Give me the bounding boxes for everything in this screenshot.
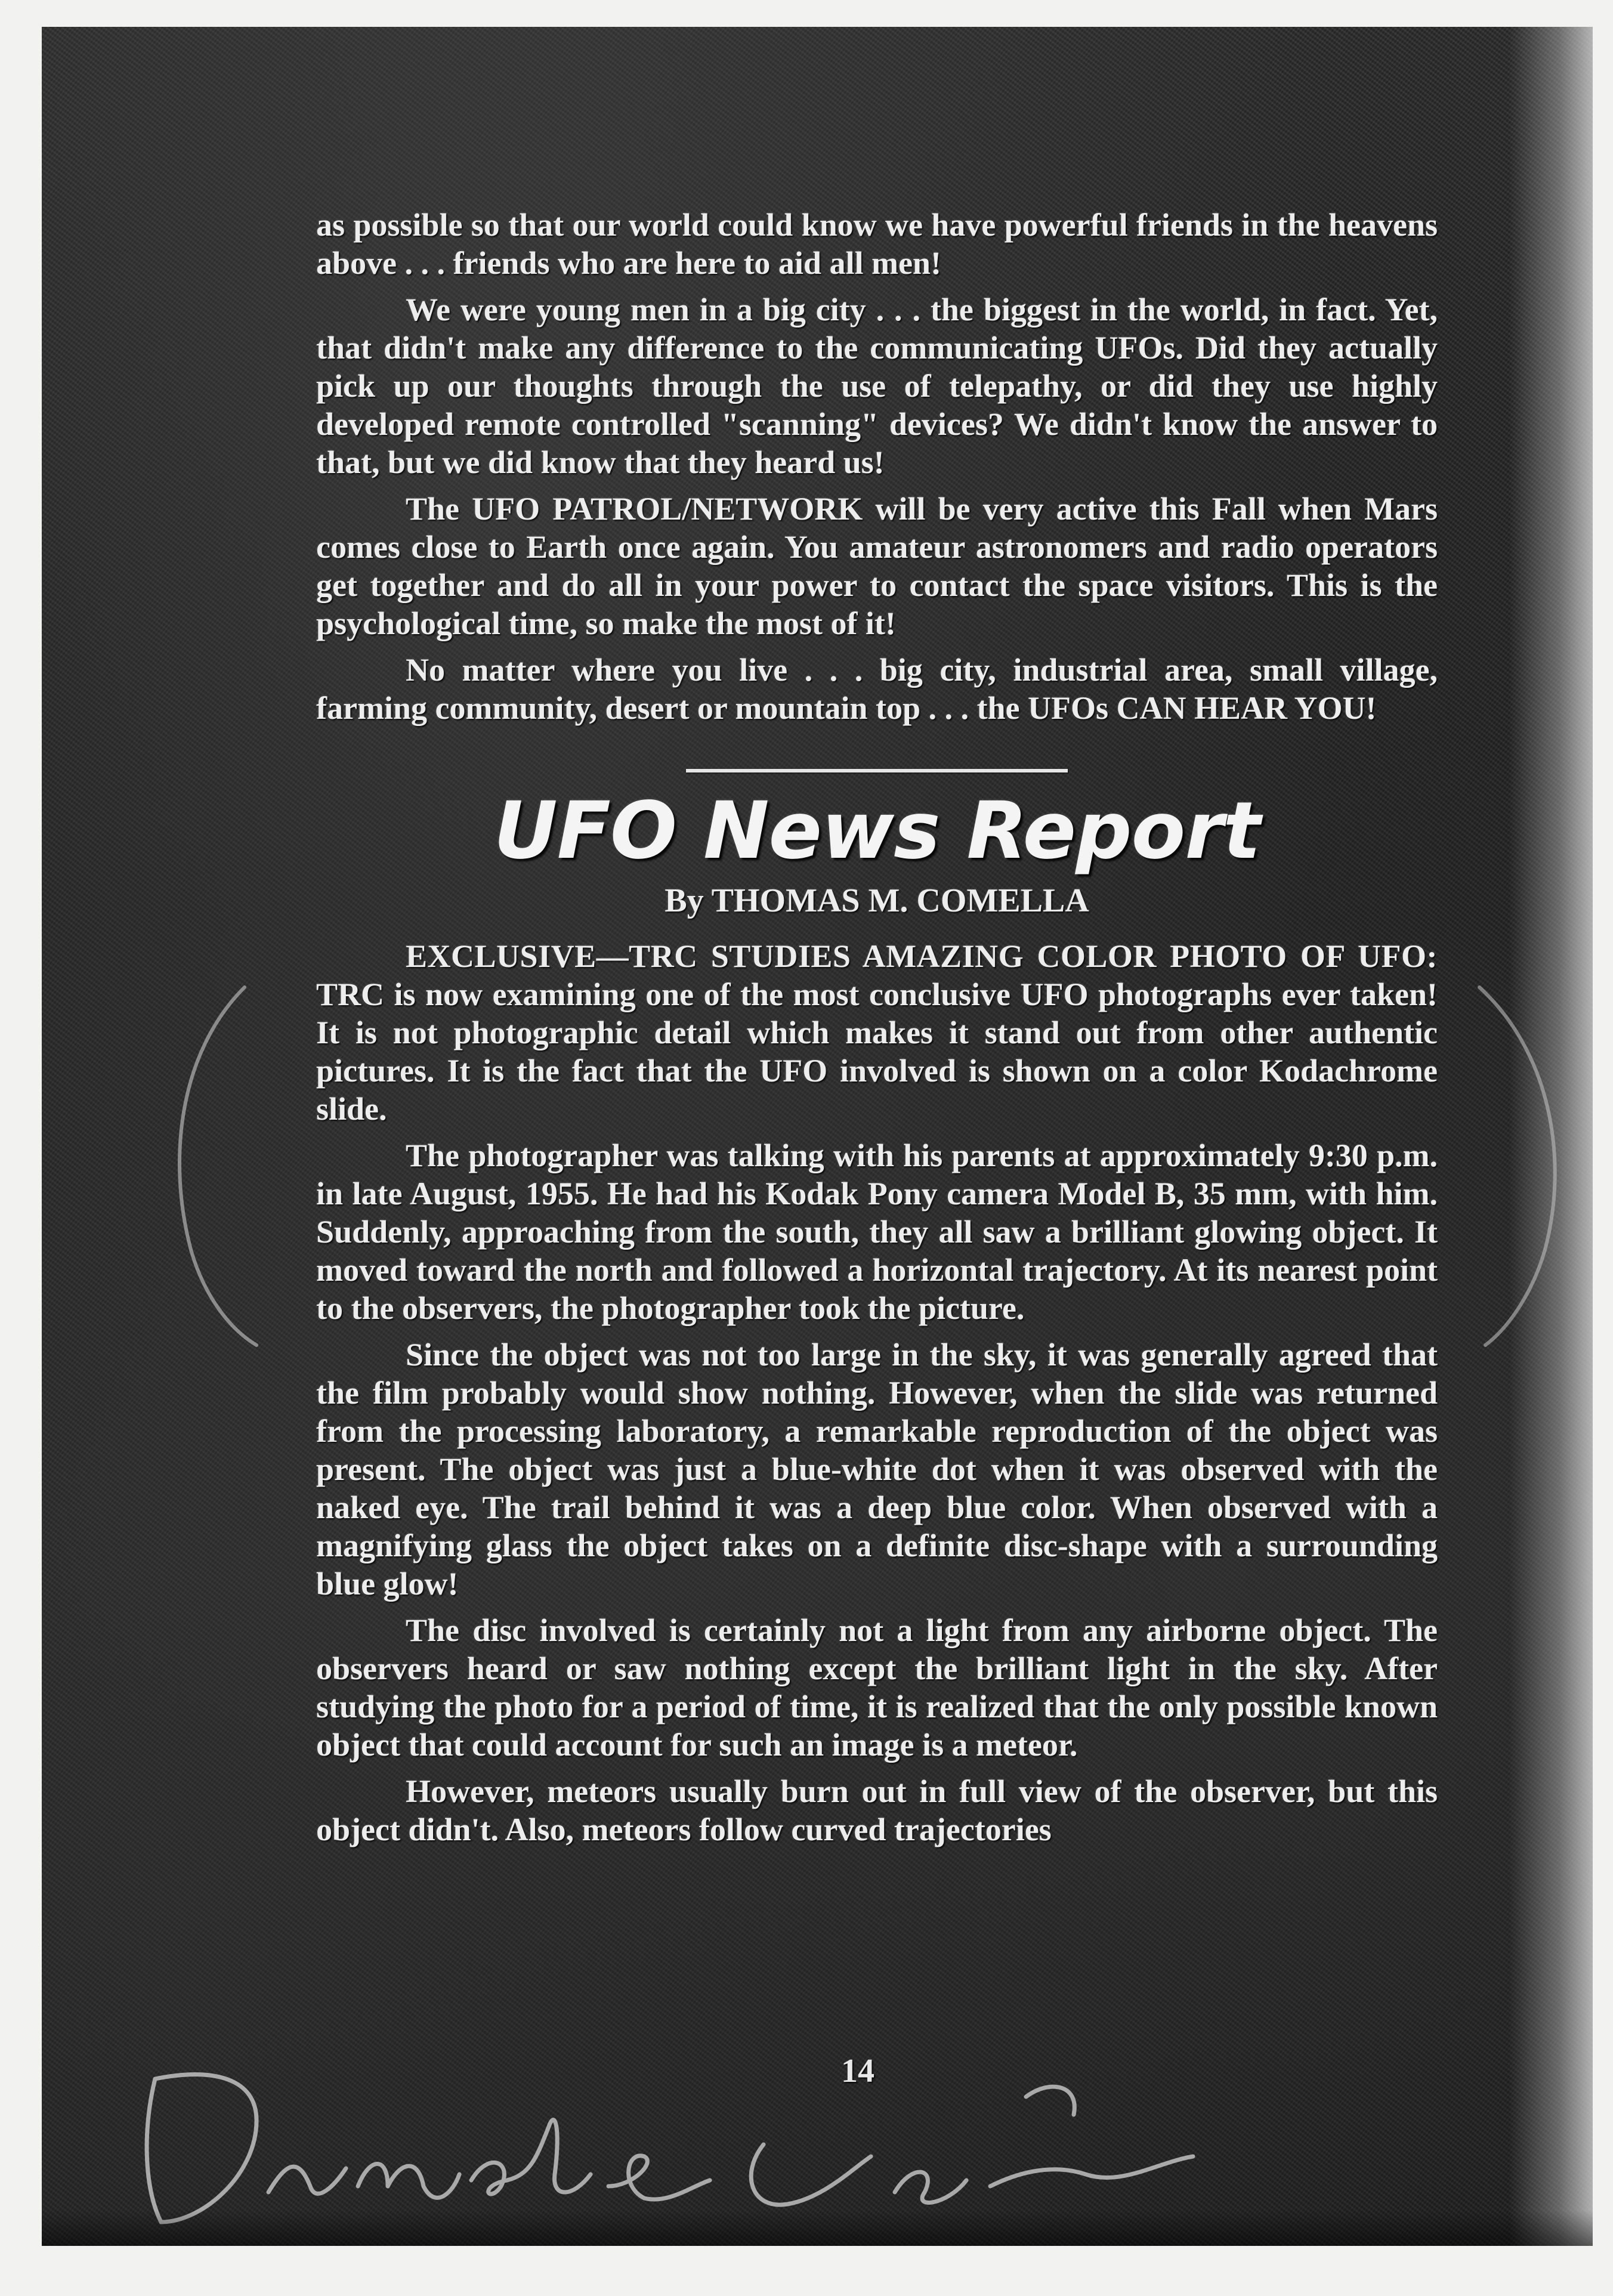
continued-paragraph-1: as possible so that our world could know we have powerful friends in the heavens above . . . friends who are here to aid all men!	[316, 207, 1438, 281]
scan-edge-bottom	[42, 2210, 1593, 2246]
article-paragraph-4: However, meteors usually burn out in full view of the observer, but this object didn't. Also, meteors follow curved trajectories	[316, 1773, 1438, 1847]
article-paragraph-2: Since the object was not too large in the sky, it was generally agreed that the film probably would show nothing. However, when the slide was returned from the processing laboratory, a remarkable reproduction of the object was present. The object was just a blue-white dot when it was observed with the naked eye. The trail behind it was a deep blue color. When observed with a magnifying glass the object takes on a definite disc-shape with a surrounding blue glow!	[316, 1337, 1438, 1602]
article-lead-text: TRC is now examining one of the most conclusive UFO photographs ever taken! It is not photographic detail which makes it stand out from other authentic pictures. It is the fact that the UFO involved is shown on a color Kodachrome slide.	[316, 977, 1438, 1127]
continued-paragraph-3: The UFO PATROL/NETWORK will be very active this Fall when Mars comes close to Earth once again. You amateur astronomers and radio operators get together and do all in your power to contact the space visitors. This is the psychological time, so make the most of it!	[316, 491, 1438, 641]
continued-paragraph-2: We were young men in a big city . . . the biggest in the world, in fact. Yet, that didn't make any difference to the communicating UFOs. Did they actually pick up our thoughts through the use of telepathy, or did they use highly developed remote controlled "scanning" devices? We didn't know the answer to that, but we did know that they heard us!	[316, 292, 1438, 480]
text-column	[316, 206, 1438, 1857]
article-lead-heading: EXCLUSIVE—TRC STUDIES AMAZING COLOR PHOTO OF UFO:	[406, 938, 1438, 974]
article-paragraph-1: The photographer was talking with his parents at approximately 9:30 p.m. in late August, 1955. He had his Kodak Pony camera Model B, 35 mm, with him. Suddenly, approaching from the south, they all saw a brilliant glowing object. It moved toward the north and followed a horizontal trajectory. At its nearest point to the observers, the photographer took the picture.	[316, 1138, 1438, 1326]
margin-bracket-left	[155, 981, 274, 1351]
scan-edge-right	[1509, 27, 1593, 2246]
article-title: UFO News Report	[493, 785, 1260, 877]
continued-paragraph-4: No matter where you live . . . big city, industrial area, small village, farming community, desert or mountain top . . . the UFOs CAN HEAR YOU!	[316, 652, 1438, 726]
article-byline: By THOMAS M. COMELLA	[665, 882, 1089, 919]
article-paragraph-3: The disc involved is certainly not a light from any airborne object. The observers heard or saw nothing except the brilliant light in the sky. After studying the photo for a period of time, it is realized that the only possible known object that could account for such an image is a meteor.	[316, 1612, 1438, 1763]
page-number: 14	[841, 2053, 875, 2090]
scanned-page	[42, 27, 1593, 2246]
section-divider	[686, 769, 1068, 772]
article-lead-paragraph	[316, 937, 1438, 1128]
